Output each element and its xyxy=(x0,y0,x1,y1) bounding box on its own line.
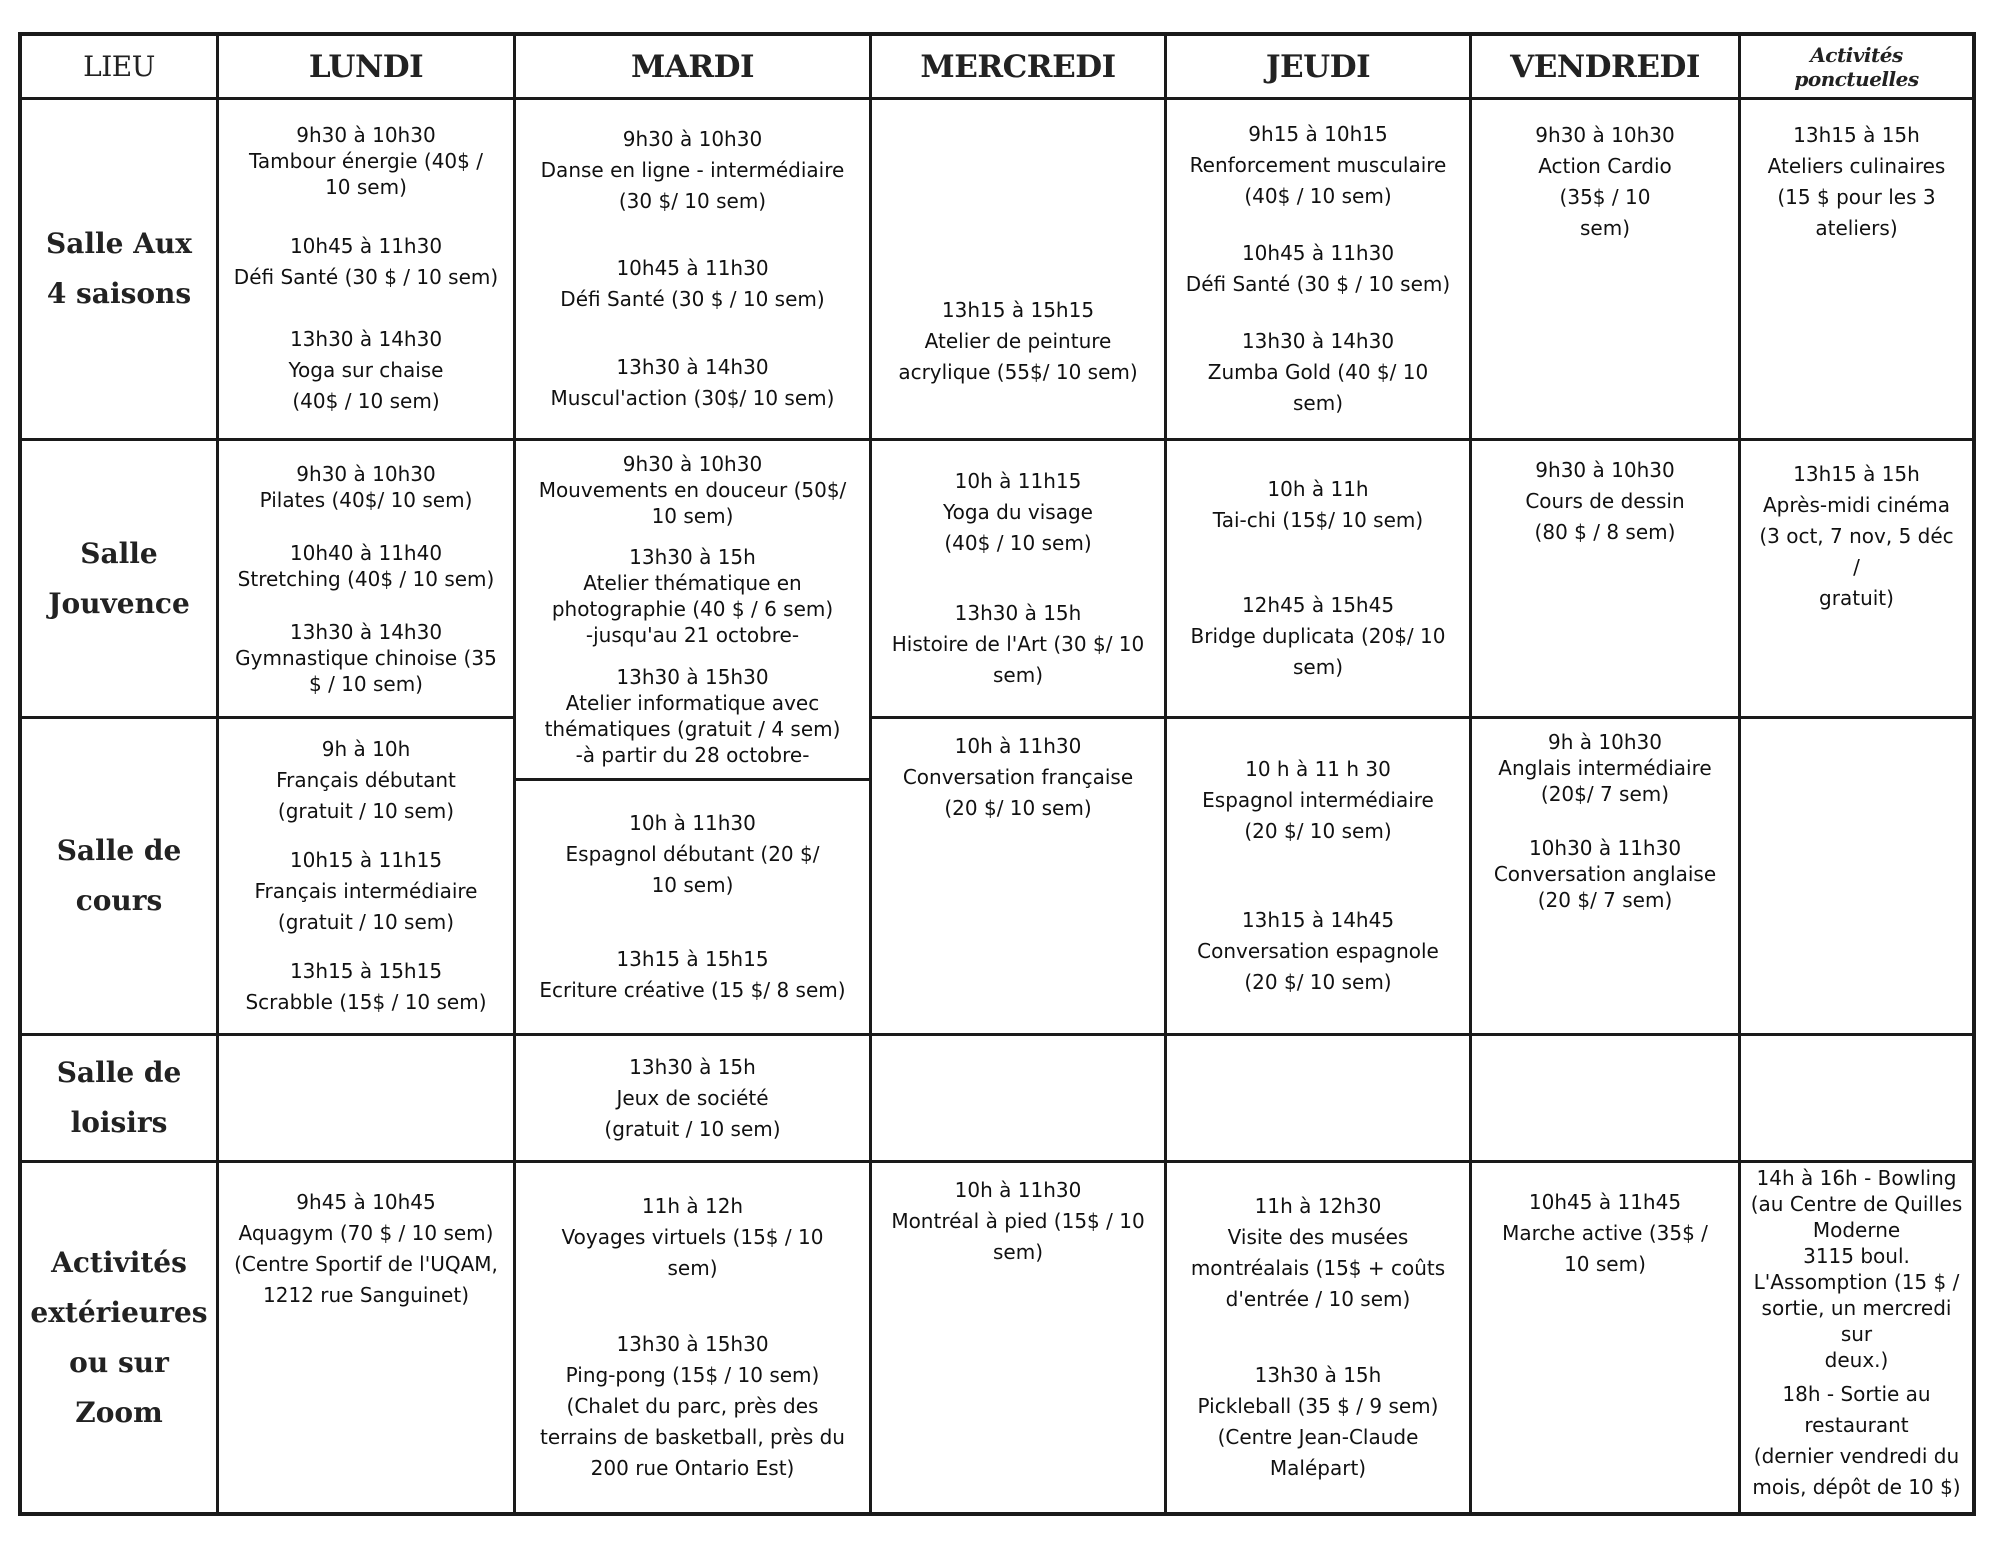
activity-time: 10h45 à 11h30 xyxy=(616,256,769,281)
header-activites-ponctuelles: Activités ponctuelles xyxy=(1794,42,1919,91)
activity-time: 10h45 à 11h30 xyxy=(289,233,443,258)
activity-time: 13h15 à 14h45 xyxy=(1241,908,1395,932)
schedule-cell xyxy=(516,100,869,438)
activity-description: Mouvements en douceur (50$/ 10 sem) xyxy=(538,477,847,528)
room-salle-de-loisirs: Salle de loisirs xyxy=(56,1056,182,1139)
header-jeudi: JEUDI xyxy=(1265,48,1371,85)
activity-entry xyxy=(1494,835,1716,913)
activity-time: 9h à 10h xyxy=(321,737,411,761)
schedule-cell xyxy=(1167,1163,1469,1512)
header-lieu: LIEU xyxy=(83,50,155,83)
schedule-cell-empty xyxy=(1741,1036,1972,1160)
activity-time: 10h à 11h15 xyxy=(954,469,1082,494)
header-mardi: MARDI xyxy=(630,48,754,85)
schedule-cell xyxy=(872,1163,1164,1512)
activity-description: Visite des musées montréalais (15$ + coûts d'entrée / 10 sem) xyxy=(1190,1225,1446,1312)
activity-entry xyxy=(1753,459,1960,614)
activity-description: Danse en ligne - intermédiaire (30 $/ 10 sem) xyxy=(540,158,845,214)
activity-time: 12h45 à 15h45 xyxy=(1241,593,1395,617)
activity-time: 10h40 à 11h40 xyxy=(289,540,443,565)
activity-entry xyxy=(260,461,473,513)
header-lundi: LUNDI xyxy=(308,48,424,85)
schedule-cell xyxy=(516,1036,869,1160)
activity-time: 13h15 à 15h xyxy=(1793,462,1920,486)
schedule-cell xyxy=(1472,441,1738,716)
activity-description: Français intermédiaire (gratuit / 10 sem) xyxy=(254,879,478,934)
activity-time: 9h30 à 10h30 xyxy=(1535,123,1675,147)
activity-time: 10h45 à 11h30 xyxy=(1241,241,1395,265)
schedule-cell xyxy=(516,781,869,1033)
activity-entry xyxy=(892,598,1145,691)
room-salle-de-cours: Salle de cours xyxy=(56,834,182,917)
activity-entry xyxy=(539,451,847,529)
activity-time: 9h30 à 10h30 xyxy=(1535,458,1675,482)
activity-description: Stretching (40$ / 10 sem) xyxy=(237,566,495,591)
schedule-cell xyxy=(872,719,1164,1033)
activity-time: 13h15 à 15h15 xyxy=(289,959,443,983)
activity-description: Défi Santé (30 $ / 10 sem) xyxy=(233,264,499,289)
activity-time: 9h à 10h30 xyxy=(1548,730,1662,754)
activity-description: Bridge duplicata (20$/ 10 sem) xyxy=(1190,624,1446,679)
activity-entry xyxy=(249,122,483,200)
activity-description: Voyages virtuels (15$ / 10 sem) xyxy=(561,1225,824,1281)
activity-time: 13h15 à 15h xyxy=(1793,123,1920,147)
activity-time: 10h à 11h30 xyxy=(629,811,756,836)
activity-time: 13h30 à 14h30 xyxy=(289,619,443,644)
table-border xyxy=(18,1512,1976,1516)
activity-time: 9h30 à 10h30 xyxy=(296,461,436,486)
activity-time: 10h45 à 11h45 xyxy=(1528,1190,1682,1214)
activity-entry xyxy=(1768,120,1946,244)
activity-entry xyxy=(1202,754,1434,847)
schedule-cell-empty xyxy=(1167,1036,1469,1160)
activity-entry xyxy=(1186,238,1450,300)
activity-time: 11h à 12h30 xyxy=(1254,1194,1382,1219)
schedule-cell xyxy=(219,441,513,716)
activity-description: Renforcement musculaire (40$ / 10 sem) xyxy=(1189,153,1447,208)
activity-description: Atelier informatique avec thématiques (gratuit / 4 sem) -à partir du 28 octobre- xyxy=(544,691,841,768)
schedule-cell xyxy=(219,1163,513,1512)
activity-time: 13h15 à 15h15 xyxy=(941,297,1095,322)
room-activites-exterieures: Activités extérieures ou sur Zoom xyxy=(30,1245,208,1429)
activity-time: 9h30 à 10h30 xyxy=(622,127,763,152)
activity-entry xyxy=(545,664,841,768)
activity-description: Pickleball (35 $ / 9 sem) (Centre Jean-Claude Malépart) xyxy=(1197,1393,1439,1480)
activity-description: Atelier thématique en photographie (40 $ / 6 sem) -jusqu'au 21 octobre- xyxy=(551,571,834,648)
activity-description: Défi Santé (30 $ / 10 sem) xyxy=(560,287,825,312)
schedule-cell-empty xyxy=(1472,1036,1738,1160)
activity-time: 9h45 à 10h45 xyxy=(296,1190,436,1214)
activity-time: 10 h à 11 h 30 xyxy=(1245,757,1391,781)
activity-entry xyxy=(540,1329,845,1484)
activity-entry xyxy=(898,295,1137,388)
activity-description: Ateliers culinaires (15 $ pour les 3 ateliers) xyxy=(1767,154,1946,240)
schedule-cell xyxy=(1167,441,1469,716)
schedule-cell xyxy=(219,100,513,438)
activity-entry xyxy=(891,1175,1144,1268)
schedule-cell xyxy=(1472,1163,1738,1512)
activity-description: Jeux de société (gratuit / 10 sem) xyxy=(604,1085,781,1141)
activity-description: Ecriture créative (15 $/ 8 sem) xyxy=(539,977,846,1002)
activity-entry xyxy=(1198,1360,1439,1484)
activity-time: 13h30 à 15h30 xyxy=(616,1331,769,1356)
schedule-cell-empty xyxy=(872,1036,1164,1160)
activity-description: (au Centre de Quilles Moderne 3115 boul. L'Assomption (15 $ / sortie, un mercredi sur deux.) xyxy=(1750,1192,1963,1372)
activity-description: Yoga du visage (40$ / 10 sem) xyxy=(943,500,1093,556)
activity-entry xyxy=(289,324,444,417)
activity-entry xyxy=(234,1187,498,1311)
schedule-cell xyxy=(1472,719,1738,1033)
room-salle-jouvence: Salle Jouvence xyxy=(48,536,190,620)
activity-description: Marche active (35$ / 10 sem) xyxy=(1502,1221,1708,1276)
activity-entry xyxy=(234,231,498,293)
activity-time: 10h à 11h30 xyxy=(954,734,1082,758)
activity-time: 18h - Sortie au xyxy=(1782,1382,1931,1406)
activity-entry xyxy=(238,540,495,592)
activity-time: 13h15 à 15h15 xyxy=(616,946,769,971)
activity-entry xyxy=(1498,729,1711,807)
activity-time: 11h à 12h xyxy=(641,1194,744,1219)
activity-description: Aquagym (70 $ / 10 sem) (Centre Sportif de l'UQAM, 1212 rue Sanguinet) xyxy=(234,1221,498,1307)
schedule-cell xyxy=(1741,100,1972,438)
activity-time: 9h30 à 10h30 xyxy=(296,122,436,147)
activity-entry xyxy=(276,734,456,827)
activity-description: Français débutant (gratuit / 10 sem) xyxy=(276,768,456,823)
activity-time: 10h à 11h xyxy=(1267,477,1369,501)
activity-entry xyxy=(1213,474,1423,536)
activity-description: Cours de dessin (80 $ / 8 sem) xyxy=(1525,489,1685,544)
activity-description: Conversation française (20 $/ 10 sem) xyxy=(902,765,1134,820)
activity-description: Tambour énergie (40$ / 10 sem) xyxy=(249,148,483,199)
activity-time: 13h30 à 15h xyxy=(954,600,1082,625)
activity-entry xyxy=(903,731,1133,824)
header-vendredi: VENDREDI xyxy=(1510,48,1700,85)
header-mercredi: MERCREDI xyxy=(920,48,1116,85)
schedule-cell-empty xyxy=(219,1036,513,1160)
activity-description: Montréal à pied (15$ / 10 sem) xyxy=(891,1209,1145,1264)
activity-entry xyxy=(552,544,833,648)
schedule-cell xyxy=(219,719,513,1033)
schedule-cell xyxy=(516,1163,869,1512)
activity-description: Pilates (40$/ 10 sem) xyxy=(259,487,473,512)
schedule-cell xyxy=(1167,719,1469,1033)
activity-time: 13h30 à 14h30 xyxy=(1241,329,1395,353)
activity-entry xyxy=(539,944,845,1006)
table-border xyxy=(1972,32,1976,1516)
activity-entry xyxy=(1535,120,1674,244)
activity-time: 13h30 à 15h30 xyxy=(616,665,769,690)
activity-entry xyxy=(560,253,824,315)
activity-description: Ping-pong (15$ / 10 sem) (Chalet du parc, près des terrains de basketball, près du 200 rue Ontario Est) xyxy=(540,1362,845,1480)
schedule-cell xyxy=(872,441,1164,716)
activity-description: Zumba Gold (40 $/ 10 sem) xyxy=(1207,360,1429,415)
activity-time: 13h30 à 15h xyxy=(629,1054,756,1079)
activity-entry xyxy=(1191,590,1446,683)
activity-description: Après-midi cinéma (3 oct, 7 nov, 5 déc / gratuit) xyxy=(1759,493,1954,610)
activity-entry xyxy=(1197,905,1439,998)
activity-entry xyxy=(255,845,478,938)
activity-description: Yoga sur chaise (40$ / 10 sem) xyxy=(288,357,444,413)
activity-time: 14h à 16h - Bowling xyxy=(1756,1166,1957,1190)
activity-description: Histoire de l'Art (30 $/ 10 sem) xyxy=(891,631,1145,687)
activity-time: 9h15 à 10h15 xyxy=(1248,122,1388,146)
activity-entry xyxy=(566,808,820,901)
activity-entry xyxy=(1502,1187,1708,1280)
activity-entry xyxy=(551,352,835,414)
activity-description: Atelier de peinture acrylique (55$/ 10 sem) xyxy=(898,328,1138,384)
activity-entry xyxy=(1747,1165,1966,1373)
schedule-cell xyxy=(1741,441,1972,716)
activity-description: Espagnol intermédiaire (20 $/ 10 sem) xyxy=(1202,788,1434,843)
activity-entry xyxy=(943,466,1093,559)
activity-entry xyxy=(1752,1379,1960,1503)
activity-entry xyxy=(245,956,486,1018)
activity-time: 13h30 à 14h30 xyxy=(616,354,769,379)
activity-entry xyxy=(235,619,497,697)
activity-description: Scrabble (15$ / 10 sem) xyxy=(245,990,487,1014)
activity-time: 9h30 à 10h30 xyxy=(622,451,763,476)
activity-time: 10h30 à 11h30 xyxy=(1528,836,1682,860)
activity-description: Conversation espagnole (20 $/ 10 sem) xyxy=(1197,939,1439,994)
activity-time: 13h30 à 14h30 xyxy=(289,326,443,351)
activity-description: restaurant (dernier vendredi du mois, dépôt de 10 $) xyxy=(1752,1413,1961,1499)
activity-description: Gymnastique chinoise (35 $ / 10 sem) xyxy=(235,645,497,696)
activity-entry xyxy=(1208,326,1428,419)
schedule-cell xyxy=(1741,1163,1972,1512)
schedule-cell-empty xyxy=(1741,719,1972,1033)
activity-time: 10h à 11h30 xyxy=(954,1178,1082,1202)
activity-description: Conversation anglaise (20 $/ 7 sem) xyxy=(1493,862,1717,912)
activity-entry xyxy=(1190,119,1447,212)
activity-description: Espagnol débutant (20 $/ 10 sem) xyxy=(565,842,820,898)
room-salle-aux-4-saisons: Salle Aux 4 saisons xyxy=(46,227,192,310)
activity-description: Action Cardio (35$ / 10 sem) xyxy=(1538,154,1672,240)
activity-time: 10h15 à 11h15 xyxy=(289,848,443,872)
schedule-cell xyxy=(872,100,1164,438)
activity-entry xyxy=(604,1052,780,1145)
activity-description: Tai-chi (15$/ 10 sem) xyxy=(1212,508,1424,532)
activity-entry xyxy=(1525,455,1684,548)
schedule-cell xyxy=(1472,100,1738,438)
activity-description: Défi Santé (30 $ / 10 sem) xyxy=(1185,272,1451,296)
activity-entry xyxy=(562,1191,824,1284)
activity-time: 13h30 à 15h xyxy=(629,545,756,570)
schedule-cell xyxy=(1167,100,1469,438)
activity-entry xyxy=(541,124,845,217)
activity-description: Muscul'action (30$/ 10 sem) xyxy=(550,385,835,410)
schedule-cell xyxy=(516,441,869,778)
schedule-table xyxy=(18,32,1976,1516)
activity-description: Anglais intermédiaire (20$/ 7 sem) xyxy=(1498,756,1712,806)
activity-entry xyxy=(1191,1191,1445,1315)
activity-time: 13h30 à 15h xyxy=(1254,1362,1382,1387)
